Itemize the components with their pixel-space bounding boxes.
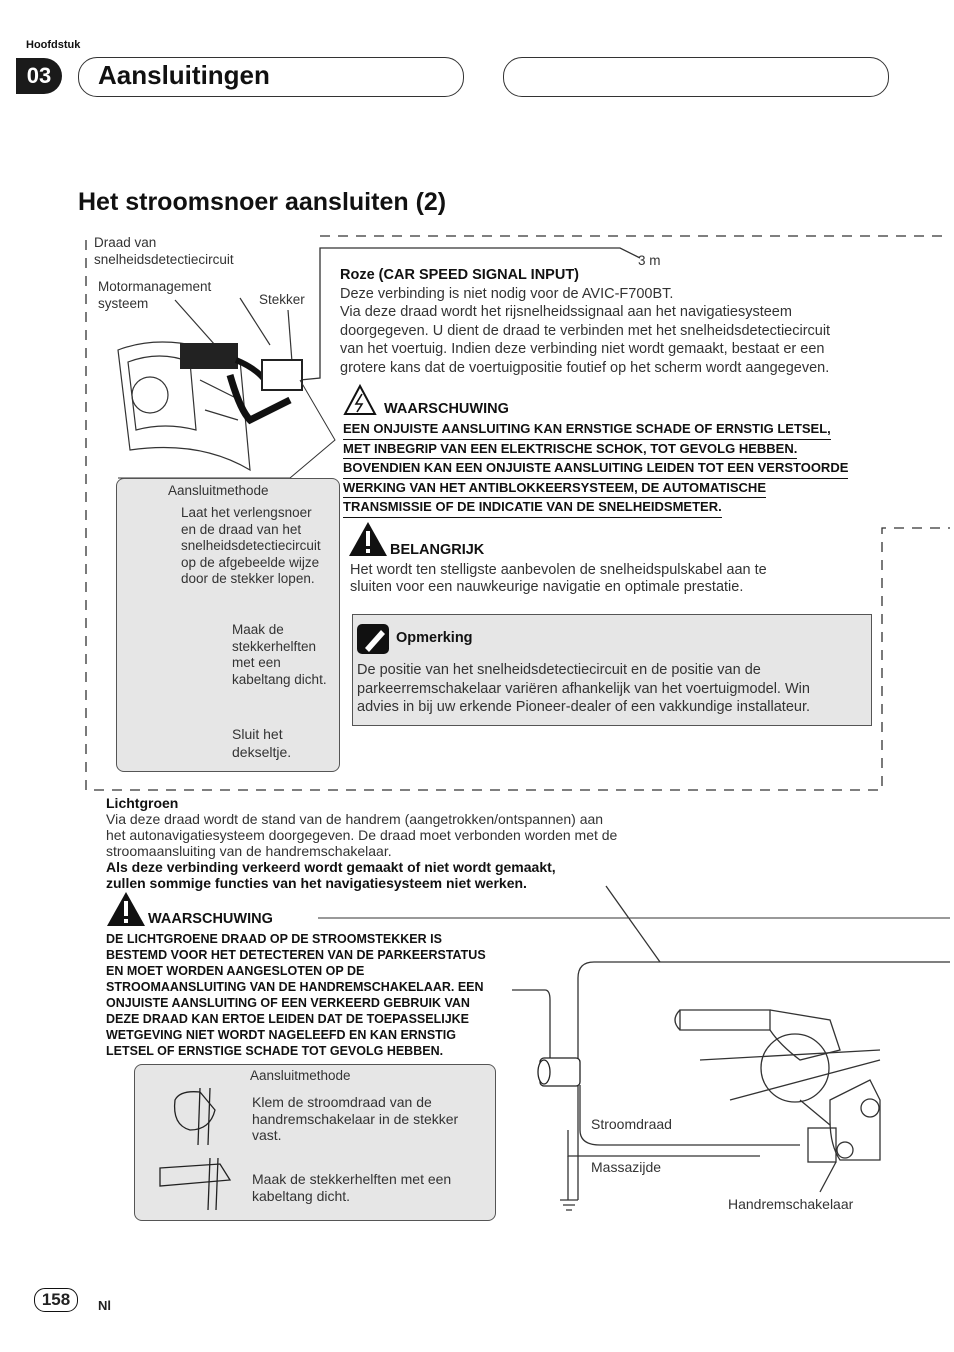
- step-line: met een: [232, 655, 281, 670]
- lightgreen-bold-line: zullen sommige functies van het navigatiesysteem niet werken.: [106, 875, 527, 891]
- warning-title-2: WAARSCHUWING: [148, 911, 277, 927]
- warning-line: LETSEL OF ERNSTIGE SCHADE TOT GEVOLG HEBBEN.: [106, 1044, 444, 1058]
- label-line: Motormanagement: [98, 279, 212, 294]
- pink-line: Via deze draad wordt het rijsnelheidssignaal aan het navigatiesysteem: [340, 304, 792, 320]
- warning-line: ONJUISTE AANSLUITING OF EEN VERKEERD GEBRUIK VAN: [106, 996, 470, 1010]
- method-step-2-1: [252, 1094, 458, 1144]
- pink-wire-title: Roze (CAR SPEED SIGNAL INPUT): [340, 267, 580, 283]
- warning-line: STROOMAANSLUITING VAN DE HANDREMSCHAKELAAR. EEN: [106, 980, 484, 994]
- step-line: snelheidsdetectiecircuit: [181, 538, 321, 553]
- warning-title-1: WAARSCHUWING: [384, 401, 509, 417]
- step-line: vast.: [252, 1127, 282, 1143]
- note-title: Opmerking: [396, 630, 473, 646]
- crimp-step-illustration: [150, 1080, 240, 1215]
- important-line: Het wordt ten stelligste aanbevolen de snelheidspulskabel aan te: [350, 562, 767, 578]
- step-line: handremschakelaar in de stekker: [252, 1110, 459, 1127]
- label-power-wire: Stroomdraad: [591, 1116, 672, 1132]
- warning-line: TRANSMISSIE OF DE INDICATIE VAN DE SNELHEIDSMETER.: [343, 498, 722, 518]
- pink-line: Deze verbinding is niet nodig voor de AVIC-F700BT.: [340, 285, 674, 302]
- pencil-icon: [357, 624, 389, 654]
- warning-text-1: [343, 420, 883, 518]
- warning-line: BESTEMD VOOR HET DETECTEREN VAN DE PARKEERSTATUS: [106, 948, 486, 962]
- method-step-2-2: [252, 1171, 451, 1204]
- lightgreen-line: het autonavigatiesysteem doorgegeven. De draad moet verbonden worden met de: [106, 827, 618, 843]
- note-line: parkeerremschakelaar variëren afhankelijk van het voertuigmodel. Win: [357, 680, 810, 697]
- step-line: kabeltang dicht.: [232, 671, 327, 687]
- pink-line: doorgegeven. U dient de draad te verbinden met het snelheidsdetectiecircuit: [340, 322, 831, 339]
- warning-line: EEN ONJUISTE AANSLUITING KAN ERNSTIGE SCHADE OF ERNSTIG LETSEL,: [343, 420, 831, 440]
- step-line: op de afgebeelde wijze: [181, 554, 320, 570]
- label-line: systeem: [98, 295, 149, 311]
- chapter-title: Aansluitingen: [98, 60, 270, 90]
- pink-line: van het voertuig. Indien deze verbinding niet wordt gemaakt, bestaat er een: [340, 341, 825, 357]
- step-line: kabeltang dicht.: [252, 1187, 351, 1204]
- lightgreen-line: stroomaansluiting van de handremschakelaar.: [106, 843, 392, 859]
- important-title: BELANGRIJK: [390, 542, 485, 558]
- method-step-2: [232, 622, 327, 688]
- note-line: De positie van het snelheidsdetectiecircuit en de positie van de: [357, 662, 761, 678]
- warning-line: DEZE DRAAD KAN ERTOE LEIDEN DAT DE TOEPASSELIJKE: [106, 1012, 470, 1026]
- chapter-number: 03: [16, 58, 62, 94]
- label-engine-management: [98, 279, 211, 312]
- label-length: 3 m: [638, 253, 661, 268]
- label-ground: Massazijde: [591, 1159, 662, 1175]
- warning-text-2: [106, 931, 516, 1059]
- chapter-label: Hoofdstuk: [26, 39, 81, 51]
- note-line: advies in bij uw erkende Pioneer-dealer of een vakkundige installateur.: [357, 699, 811, 715]
- section-title: Het stroomsnoer aansluiten (2): [78, 188, 447, 216]
- method-step-1: [181, 505, 336, 588]
- lightgreen-section: [106, 795, 706, 891]
- warning-line: DE LICHTGROENE DRAAD OP DE STROOMSTEKKER IS: [106, 932, 442, 946]
- important-line: sluiten voor een nauwkeurige navigatie en optimale prestatie.: [350, 579, 744, 595]
- pink-wire-section: [340, 266, 880, 377]
- pink-line: grotere kans dat de voertuigpositie foutief op het scherm wordt aangegeven.: [340, 359, 830, 376]
- step-line: Maak de stekkerhelften met een: [252, 1171, 452, 1187]
- note-text: [357, 661, 867, 717]
- label-plug: Stekker: [259, 292, 305, 307]
- step-line: Maak de: [232, 622, 284, 637]
- language-code: Nl: [98, 1298, 111, 1313]
- label-speed-wire: [94, 235, 234, 268]
- lightgreen-title: Lichtgroen: [106, 795, 179, 811]
- label-handbrake-switch: Handremschakelaar: [728, 1196, 854, 1212]
- warning-line: WERKING VAN HET ANTIBLOKKEERSYSTEEM, DE AUTOMATISCHE: [343, 479, 766, 499]
- method-title-2: Aansluitmethode: [250, 1068, 351, 1083]
- method-title-1: Aansluitmethode: [168, 483, 269, 498]
- lightgreen-bold-line: Als deze verbinding verkeerd wordt gemaakt of niet wordt gemaakt,: [106, 859, 556, 875]
- step-line: door de stekker lopen.: [181, 571, 315, 586]
- warning-line: MET INBEGRIP VAN EEN ELEKTRISCHE SCHOK, TOT GEVOLG HEBBEN.: [343, 440, 797, 460]
- warning-line: BOVENDIEN KAN EEN ONJUISTE AANSLUITING LEIDEN TOT EEN VERSTOORDE: [343, 459, 848, 479]
- label-line: Draad van: [94, 235, 157, 250]
- warning-line: WETGEVING NIET WORDT NAGELEEFD EN KAN ERNSTIG: [106, 1028, 457, 1042]
- method-step-3: [232, 725, 291, 761]
- step-line: stekkerhelften: [232, 638, 317, 654]
- step-line: Sluit het: [232, 726, 283, 742]
- step-line: Klem de stroomdraad van de: [252, 1094, 432, 1110]
- step-line: dekseltje.: [232, 744, 292, 760]
- lightgreen-line: Via deze draad wordt de stand van de handrem (aangetrokken/ontspannen) aan: [106, 811, 604, 827]
- label-line: snelheidsdetectiecircuit: [94, 251, 234, 267]
- step-line: Laat het verlengsnoer: [181, 505, 312, 520]
- warning-line: EN MOET WORDEN AANGESLOTEN OP DE: [106, 964, 365, 978]
- important-text: [350, 562, 870, 596]
- page-number: 158: [34, 1288, 78, 1312]
- step-line: en de draad van het: [181, 521, 302, 537]
